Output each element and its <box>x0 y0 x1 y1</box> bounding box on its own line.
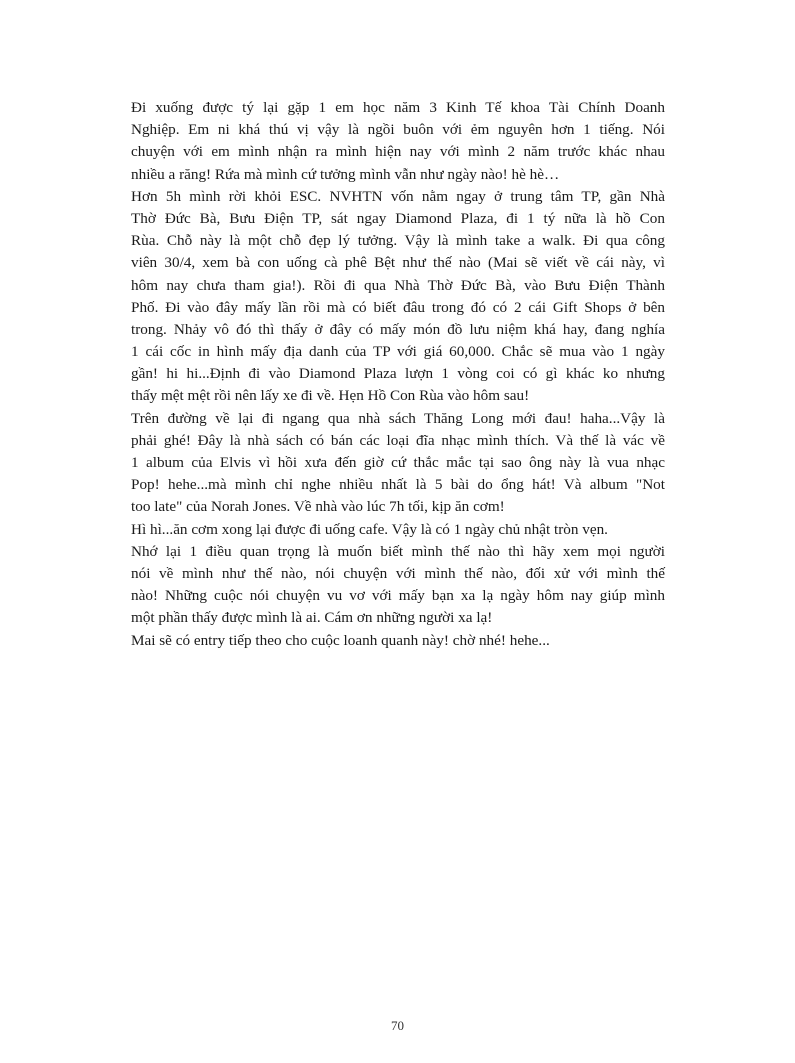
text-line: Đi xuống được tý lại gặp 1 em học năm 3 Kinh Tế khoa Tài Chính Doanh <box>131 99 665 116</box>
text-line: chuyện với em mình nhận ra mình hiện nay với mình 2 năm trước khác nhau <box>131 143 665 161</box>
text-line: Nhớ lại 1 điều quan trọng là muốn biết mình thế nào thì hãy xem mọi người <box>131 542 665 560</box>
text-line: Trên đường về lại đi ngang qua nhà sách Thăng Long mới đau! haha...Vậy là <box>131 409 665 427</box>
text-line: too late" của Norah Jones. Về nhà vào lúc 7h tối, kịp ăn cơm! <box>131 498 505 516</box>
paragraph-4 <box>131 519 665 541</box>
text-line: Thờ Đức Bà, Bưu Điện TP, sát ngay Diamond Plaza, đi 1 tý nữa là hồ Con <box>131 209 665 227</box>
text-line: phải ghé! Đây là nhà sách có bán các loại đĩa nhạc mình thích. Và thế là vác về <box>131 431 665 449</box>
text-line: Hì hì...ăn cơm xong lại được đi uống cafe. Vậy là có 1 ngày chủ nhật tròn vẹn. <box>131 520 608 538</box>
paragraph-5 <box>131 541 665 630</box>
paragraph-2 <box>131 186 665 408</box>
text-line: một phần thấy được mình là ai. Cám ơn những người xa lạ! <box>131 609 493 627</box>
text-line: nói về mình như thế nào, nói chuyện với mình thế nào, đối xử với mình thế <box>131 564 665 582</box>
text-line: nào! Những cuộc nói chuyện vu vơ với mấy bạn xa lạ ngày hôm nay giúp mình <box>131 587 665 605</box>
text-line: 1 cái cốc in hình mấy địa danh của TP với giá 60,000. Chắc sẽ mua vào 1 ngày <box>131 343 665 361</box>
text-line: hôm nay chưa tham gia!). Rồi đi qua Nhà Thờ Đức Bà, vào Bưu Điện Thành <box>131 276 665 294</box>
document-body <box>131 97 665 652</box>
text-line: thấy mệt mệt rồi nên lấy xe đi về. Hẹn Hồ Con Rùa vào hôm sau! <box>131 387 530 405</box>
text-line: 1 album của Elvis vì hồi xưa đến giờ cứ thắc mắc tại sao ông này là vua nhạc <box>131 454 665 471</box>
text-line: Phố. Đi vào đây mấy lần rồi mà có biết đâu trong đó có 2 cái Gift Shops ở bên <box>131 298 665 316</box>
text-line: Mai sẽ có entry tiếp theo cho cuộc loanh quanh này! chờ nhé! hehe... <box>131 631 550 649</box>
paragraph-6 <box>131 630 665 652</box>
text-line: Nghiệp. Em ni khá thú vị vậy là ngồi buôn với ẻm nguyên hơn 1 tiếng. Nói <box>131 121 665 139</box>
text-line: nhiều a răng! Rứa mà mình cứ tưởng mình vẫn như ngày nào! hè hè… <box>131 165 560 183</box>
paragraph-1 <box>131 97 665 186</box>
text-line: trong. Nhảy vô đó thì thấy ở đây có mấy món đồ lưu niệm khá hay, đang nghía <box>131 320 665 338</box>
paragraph-3 <box>131 408 665 519</box>
text-line: gần! hi hi...Định đi vào Diamond Plaza lượn 1 vòng coi có gì khác ko nhưng <box>131 365 665 383</box>
text-line: viên 30/4, xem bà con uống cà phê Bệt như thế nào (Mai sẽ viết về cái này, vì <box>131 254 665 272</box>
page-number: 70 <box>391 1018 404 1033</box>
text-line: Hơn 5h mình rời khỏi ESC. NVHTN vốn nằm ngay ở trung tâm TP, gần Nhà <box>131 187 665 205</box>
text-line: Pop! hehe...mà mình chỉ nghe nhiều nhất là 5 bài do ổng hát! Và album "Not <box>131 476 665 494</box>
text-line: Rùa. Chỗ này là một chỗ đẹp lý tưởng. Vậy là mình take a walk. Đi qua công <box>131 232 665 250</box>
